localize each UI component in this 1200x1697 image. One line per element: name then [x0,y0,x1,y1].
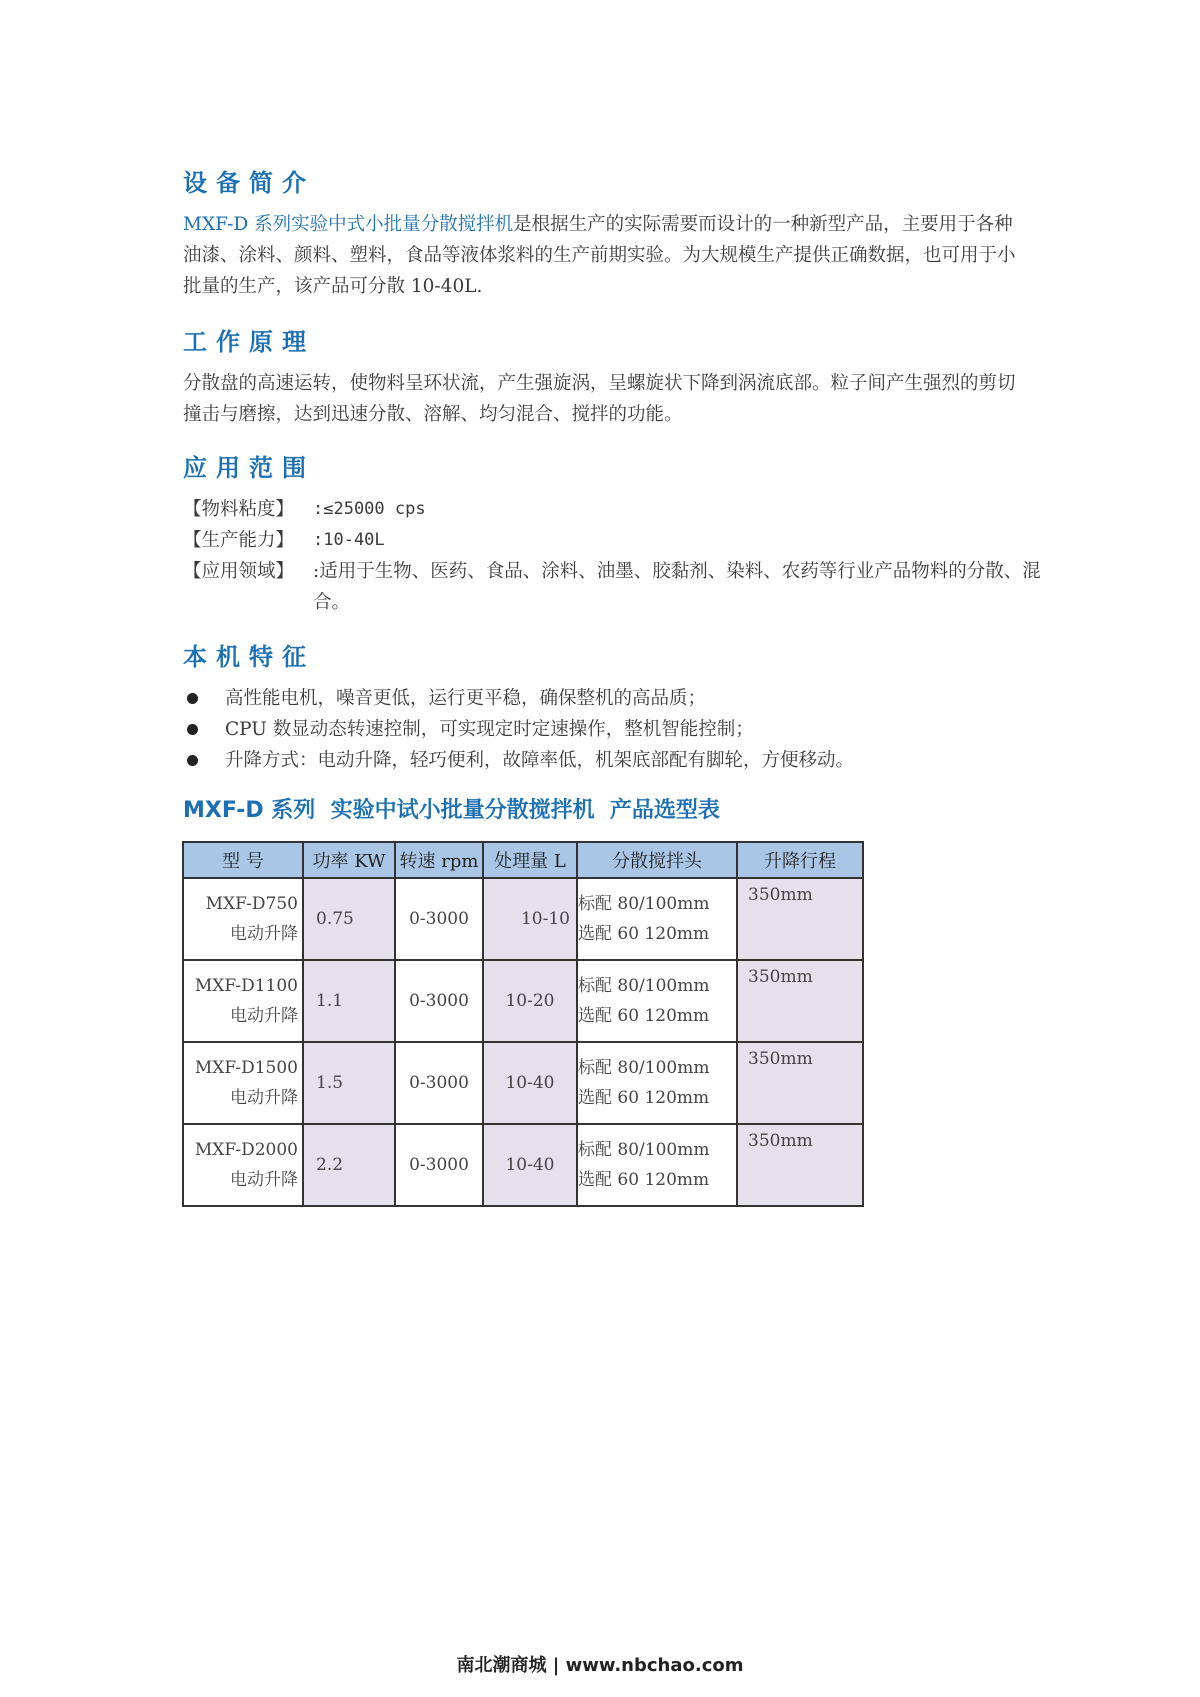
list-item: 升降方式：电动升降，轻巧便利，故障率低，机架底部配有脚轮，方便移动。 [183,745,1043,776]
spec-key: 【应用领域】 [183,561,295,582]
bullet-icon [187,693,198,704]
table-row [183,1124,863,1206]
table-row [183,960,863,1042]
cell-stroke: 350mm [737,1042,863,1124]
header-head: 分散搅拌头 [577,842,737,878]
cell-model: MXF-D2000 电动升降 [183,1124,303,1206]
cell-model: MXF-D1500 电动升降 [183,1042,303,1124]
cell-power: 0.75 [303,878,395,960]
table-row [183,878,863,960]
cell-volume: 10-40 [483,1042,577,1124]
header-stroke: 升降行程 [737,842,863,878]
cell-power: 1.1 [303,960,395,1042]
cell-model: MXF-D1100 电动升降 [183,960,303,1042]
application-heading: 应用范围 [183,454,315,482]
spec-value: :10-40L [313,530,385,550]
cell-volume: 10-20 [483,960,577,1042]
cell-volume: 10-40 [483,1124,577,1206]
table-title: MXF-D 系列 实验中试小批量分散搅拌机 产品选型表 [183,798,720,823]
header-model: 型 号 [183,842,303,878]
cell-speed: 0-3000 [395,960,483,1042]
table-header-row [183,842,863,878]
cell-speed: 0-3000 [395,878,483,960]
cell-stroke: 350mm [737,960,863,1042]
cell-speed: 0-3000 [395,1124,483,1206]
cell-stroke: 350mm [737,1124,863,1206]
intro-heading: 设备简介 [183,169,315,197]
product-series-name: MXF-D 系列实验中式小批量分散搅拌机 [183,214,514,235]
intro-text: 是根据生产的实际需要而设计的一种新型产品，主要用于各种油漆、涂料、颜料、塑料，食品等液体浆料的生产前期实验。为大规模生产提供正确数据，也可用于小批量的生产，该产品可分散 10-40L. [183,214,1016,297]
header-power: 功率 KW [303,842,395,878]
cell-power: 1.5 [303,1042,395,1124]
spec-key: 【生产能力】 [183,530,295,551]
footer-site-credit: 南北潮商城 | www.nbchao.com [456,1655,744,1676]
bullet-icon [187,724,198,735]
cell-power: 2.2 [303,1124,395,1206]
cell-head: 标配 80/100mm 选配 60 120mm [577,1124,737,1206]
cell-head: 标配 80/100mm 选配 60 120mm [577,1042,737,1124]
bullet-icon [187,755,198,766]
table-row [183,1042,863,1124]
product-selection-table [182,841,864,1207]
cell-stroke: 350mm [737,878,863,960]
spec-value: :适用于生物、医药、食品、涂料、油墨、胶黏剂、染料、农药等行业产品物料的分散、混合。 [313,561,1041,613]
list-item: 高性能电机，噪音更低，运行更平稳，确保整机的高品质； [183,683,1043,714]
spec-key: 【物料粘度】 [183,499,295,520]
list-item: CPU 数显动态转速控制，可实现定时定速操作，整机智能控制； [183,714,1043,745]
features-heading: 本机特征 [183,643,315,671]
cell-head: 标配 80/100mm 选配 60 120mm [577,960,737,1042]
header-speed: 转速 rpm [395,842,483,878]
cell-head: 标配 80/100mm 选配 60 120mm [577,878,737,960]
principle-paragraph: 分散盘的高速运转，使物料呈环状流，产生强旋涡，呈螺旋状下降到涡流底部。粒子间产生强烈的剪切撞击与磨擦，达到迅速分散、溶解、均匀混合、搅拌的功能。 [183,373,1016,425]
header-volume: 处理量 L [483,842,577,878]
spec-value: :≤25000 cps [313,499,426,519]
intro-paragraph [183,209,1028,302]
application-spec-list [183,494,1043,618]
spec-row-fields [183,556,1043,618]
spec-row-capacity [183,525,1043,556]
cell-volume: 10-10 [483,878,577,960]
cell-speed: 0-3000 [395,1042,483,1124]
spec-row-viscosity [183,494,1043,525]
features-list [183,683,1043,776]
cell-model: MXF-D750 电动升降 [183,878,303,960]
principle-heading: 工作原理 [183,328,315,356]
